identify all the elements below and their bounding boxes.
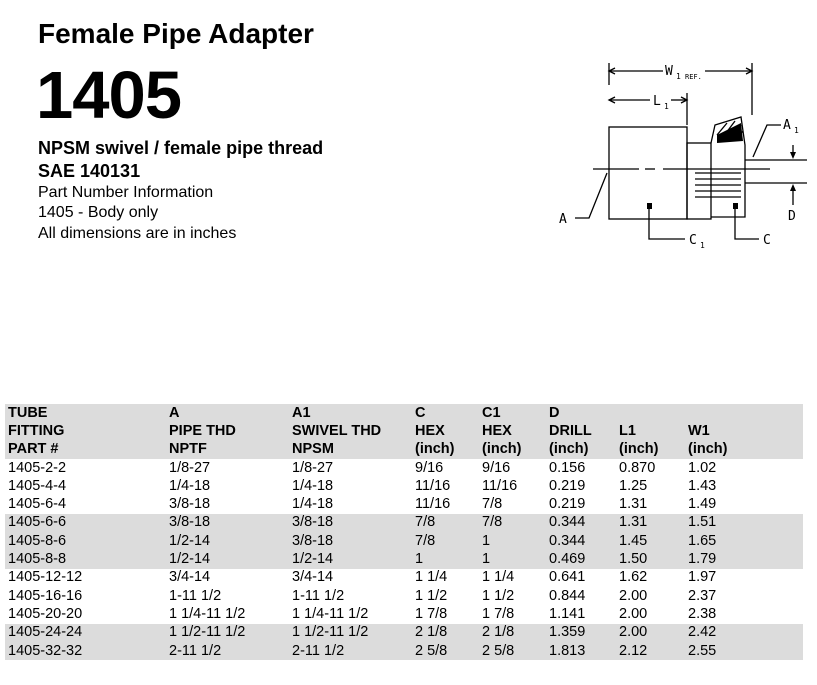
- header-cell: HEX: [415, 422, 445, 439]
- header-cell: (inch): [688, 441, 728, 458]
- table-cell: 1 1/2: [415, 587, 448, 604]
- table-cell: 1 7/8: [482, 605, 515, 622]
- table-cell: 1405-12-12: [8, 569, 83, 586]
- table-cell: 1.31: [619, 496, 648, 513]
- table-cell: 3/8-18: [292, 532, 334, 549]
- header-cell: C: [415, 404, 426, 421]
- diagram-label-a1: A: [783, 118, 791, 133]
- table-cell: 1.813: [549, 642, 586, 659]
- table-cell: 1.02: [688, 459, 717, 476]
- table-cell: 11/16: [415, 477, 451, 494]
- diagram-label-ref: REF.: [685, 73, 702, 81]
- table-cell: 1405-32-32: [8, 642, 83, 659]
- header-cell: HEX: [482, 422, 512, 439]
- table-cell: 1405-16-16: [8, 587, 83, 604]
- diagram-label-d: D: [788, 209, 796, 224]
- header-cell: D: [549, 404, 560, 421]
- table-cell: 7/8: [482, 496, 503, 513]
- table-cell: 2.00: [619, 605, 648, 622]
- header-cell: (inch): [482, 441, 522, 458]
- table-cell: 3/8-18: [169, 514, 211, 531]
- diagram-label-w1-sub: 1: [676, 72, 681, 81]
- table-cell: 1.50: [619, 551, 648, 568]
- table-cell: 1 1/2: [482, 587, 515, 604]
- info-line: All dimensions are in inches: [38, 225, 237, 242]
- table-cell: 2.38: [688, 605, 717, 622]
- table-row: [5, 642, 803, 660]
- table-cell: 1/8-27: [169, 459, 211, 476]
- diagram-label-w1: W: [665, 64, 673, 79]
- table-cell: 1405-24-24: [8, 624, 83, 641]
- table-cell: 1.65: [688, 532, 717, 549]
- header-cell: [616, 404, 685, 422]
- table-cell: 1: [415, 551, 424, 568]
- header-cell: PIPE THD: [169, 422, 236, 439]
- table-cell: 2 1/8: [415, 624, 448, 641]
- table-cell: 2 1/8: [482, 624, 515, 641]
- table-cell: 1/8-27: [292, 459, 334, 476]
- table-cell: 1: [482, 551, 491, 568]
- table-cell: 1-11 1/2: [292, 587, 345, 604]
- header-cell: (inch): [549, 441, 589, 458]
- table-cell: 1.25: [619, 477, 648, 494]
- diagram-label-c1: C: [689, 233, 697, 248]
- table-cell: 9/16: [482, 459, 511, 476]
- table-cell: 1/4-18: [292, 496, 334, 513]
- table-cell: 0.870: [619, 459, 656, 476]
- table-cell: 1 1/2-11 1/2: [292, 624, 369, 641]
- table-cell: 3/4-14: [292, 569, 334, 586]
- diagram-label-c1-sub: 1: [700, 241, 705, 250]
- header-row: [5, 422, 803, 440]
- table-cell: 1/2-14: [292, 551, 334, 568]
- table-cell: 1.141: [549, 605, 586, 622]
- table-cell: 11/16: [482, 477, 518, 494]
- spec-table: [5, 404, 803, 660]
- table-row: [5, 550, 803, 568]
- table-cell: 0.844: [549, 587, 586, 604]
- header-cell: DRILL: [549, 422, 592, 439]
- table-cell: 3/8-18: [169, 496, 211, 513]
- table-cell: 1/2-14: [169, 532, 211, 549]
- table-row: [5, 532, 803, 550]
- header-cell: W1: [688, 422, 710, 439]
- table-cell: 0.469: [549, 551, 586, 568]
- header-cell: A: [169, 404, 180, 421]
- diagram-label-c: C: [763, 233, 771, 248]
- table-cell: 9/16: [415, 459, 444, 476]
- table-cell: 2 5/8: [482, 642, 515, 659]
- table-row: [5, 477, 803, 495]
- table-cell: 1405-2-2: [8, 459, 67, 476]
- table-cell: 3/4-14: [169, 569, 211, 586]
- table-row: [5, 495, 803, 513]
- table-cell: 3/8-18: [292, 514, 334, 531]
- table-cell: 0.219: [549, 477, 586, 494]
- table-cell: 0.219: [549, 496, 586, 513]
- table-cell: 2-11 1/2: [169, 642, 222, 659]
- header-cell: C1: [482, 404, 501, 421]
- table-cell: 0.344: [549, 532, 586, 549]
- table-cell: 1.49: [688, 496, 717, 513]
- table-row: [5, 459, 803, 477]
- table-cell: 1: [482, 532, 491, 549]
- part-number-heading: 1405: [36, 58, 182, 133]
- table-cell: 1405-6-4: [8, 496, 67, 513]
- diagram-label-l1-sub: 1: [664, 102, 669, 111]
- diagram-label-a: A: [559, 212, 567, 227]
- table-row: [5, 514, 803, 532]
- table-cell: 7/8: [482, 514, 503, 531]
- table-cell: 1405-20-20: [8, 605, 83, 622]
- diagram-label-a1-sub: 1: [794, 126, 799, 135]
- header-cell: (inch): [619, 441, 659, 458]
- table-cell: 1.359: [549, 624, 586, 641]
- header-cell: FITTING: [8, 422, 65, 439]
- table-cell: 1.79: [688, 551, 717, 568]
- table-cell: 1405-8-8: [8, 551, 67, 568]
- table-cell: 1.97: [688, 569, 717, 586]
- header-cell: L1: [619, 422, 636, 439]
- table-row: [5, 624, 803, 642]
- table-cell: 1 1/4: [482, 569, 515, 586]
- table-cell: 1 1/4-11 1/2: [292, 605, 369, 622]
- table-cell: 1/4-18: [169, 477, 211, 494]
- header-row: [5, 404, 803, 422]
- header-cell: NPSM: [292, 441, 334, 458]
- info-line: Part Number Information: [38, 184, 214, 201]
- table-cell: 1405-8-6: [8, 532, 67, 549]
- table-cell: 1/2-14: [169, 551, 211, 568]
- table-cell: 0.156: [549, 459, 586, 476]
- table-cell: 2.00: [619, 587, 648, 604]
- table-cell: 2.12: [619, 642, 648, 659]
- header-cell: SWIVEL THD: [292, 422, 382, 439]
- table-cell: 1.31: [619, 514, 648, 531]
- table-cell: 1 1/4-11 1/2: [169, 605, 246, 622]
- table-cell: 2.42: [688, 624, 717, 641]
- table-cell: 2.37: [688, 587, 717, 604]
- table-cell: 2 5/8: [415, 642, 448, 659]
- part-subtitle: NPSM swivel / female pipe thread: [38, 138, 324, 158]
- page-title: Female Pipe Adapter: [38, 18, 314, 49]
- table-body: [5, 459, 803, 660]
- info-line: 1405 - Body only: [38, 204, 159, 221]
- header-cell: [685, 404, 803, 422]
- table-cell: 1.51: [688, 514, 717, 531]
- table-cell: 2.55: [688, 642, 717, 659]
- table-cell: 1.62: [619, 569, 648, 586]
- header-cell: NPTF: [169, 441, 207, 458]
- table-cell: 1 1/2-11 1/2: [169, 624, 246, 641]
- table-row: [5, 587, 803, 605]
- fitting-diagram: [545, 55, 815, 265]
- header-cell: TUBE: [8, 404, 48, 421]
- table-cell: 1405-6-6: [8, 514, 67, 531]
- table-cell: 11/16: [415, 496, 451, 513]
- sae-code: SAE 140131: [38, 161, 141, 181]
- table-cell: 1.45: [619, 532, 648, 549]
- header-cell: A1: [292, 404, 311, 421]
- table-cell: 2-11 1/2: [292, 642, 345, 659]
- header-row: [5, 441, 803, 459]
- table-cell: 0.344: [549, 514, 586, 531]
- header-cell: PART #: [8, 441, 59, 458]
- table-cell: 0.641: [549, 569, 586, 586]
- header-cell: (inch): [415, 441, 455, 458]
- table-cell: 1405-4-4: [8, 477, 67, 494]
- table-cell: 1.43: [688, 477, 717, 494]
- table-cell: 7/8: [415, 532, 436, 549]
- table-cell: 1/4-18: [292, 477, 334, 494]
- table-cell: 1-11 1/2: [169, 587, 222, 604]
- table-row: [5, 605, 803, 623]
- diagram-label-l1: L: [653, 94, 661, 109]
- table-row: [5, 569, 803, 587]
- table-cell: 1 7/8: [415, 605, 448, 622]
- table-cell: 2.00: [619, 624, 648, 641]
- table-cell: 1 1/4: [415, 569, 448, 586]
- table-cell: 7/8: [415, 514, 436, 531]
